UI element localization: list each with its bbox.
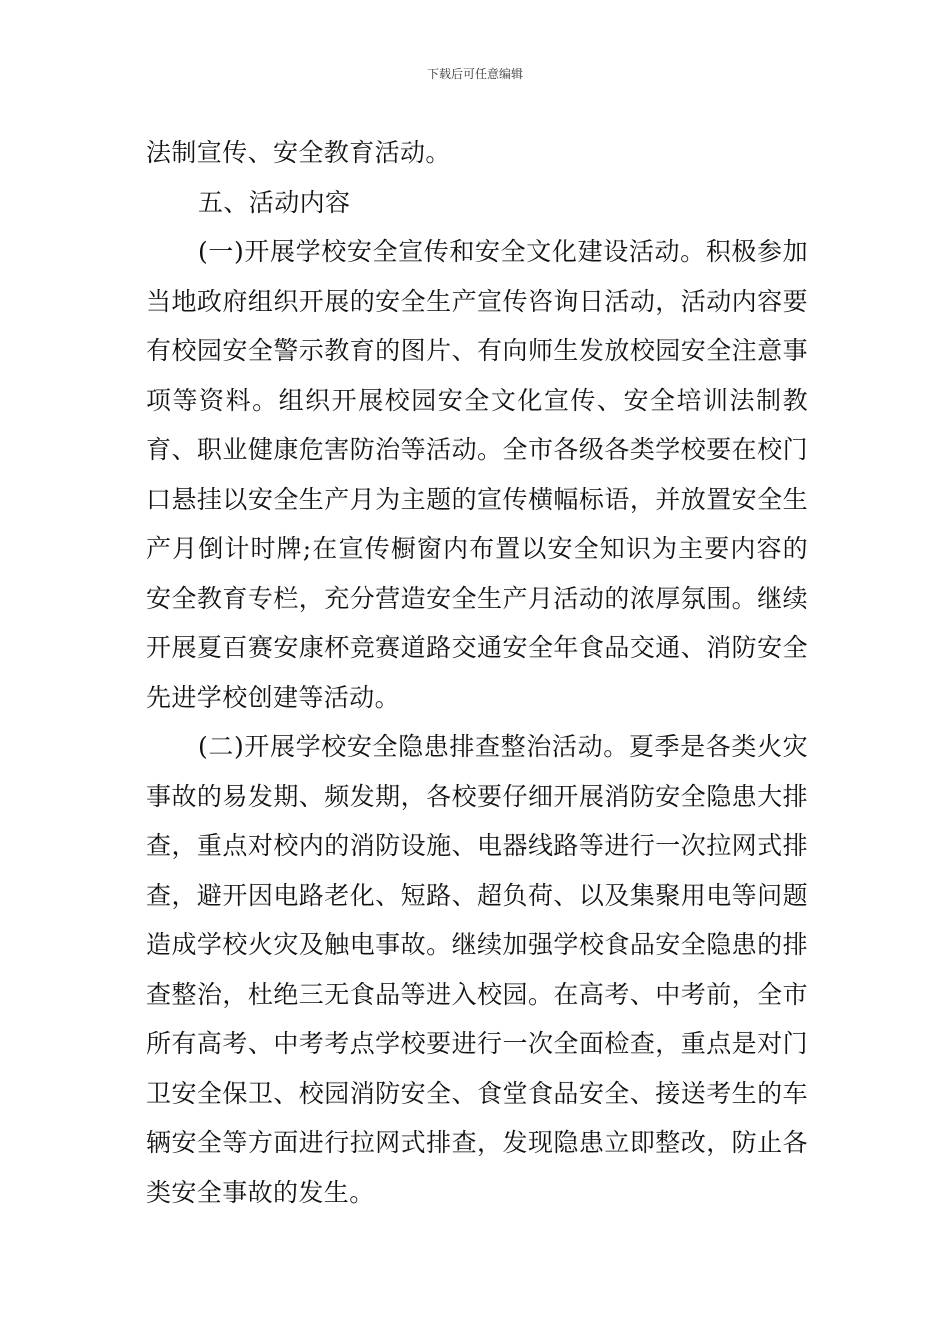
page-header: 下载后可任意编辑 bbox=[426, 67, 523, 81]
paragraph-activity-2: (二)开展学校安全隐患排查整治活动。夏季是各类火灾事故的易发期、频发期，各校要仔细开展消防安全隐患大排查，重点对校内的消防设施、电器线路等进行一次拉网式排查，避开因电路老化、短路、超负荷、以及集聚用电等问题造成学校火灾及触电事故。继续加强学校食品安全隐患的排查整治，杜绝三无食品等进入校园。在高考、中考前，全市所有高考、中考考点学校要进行一次全面检查，重点是对门卫安全保卫、校园消防安全、食堂食品安全、接送考生的车辆安全等方面进行拉网式排查，发现隐患立即整改，防止各类安全事故的发生。 bbox=[146, 732, 808, 1207]
paragraph-continuation: 法制宣传、安全教育活动。 bbox=[146, 138, 451, 167]
section-heading: 五、活动内容 bbox=[198, 187, 351, 217]
paragraph-activity-1: (一)开展学校安全宣传和安全文化建设活动。积极参加当地政府组织开展的安全生产宣传咨询日活动，活动内容要有校园安全警示教育的图片、有向师生发放校园安全注意事项等资料。组织开展校园安全文化宣传、安全培训法制教育、职业健康危害防治等活动。全市各级各类学校要在校门口悬挂以安全生产月为主题的宣传横幅标语，并放置安全生产月倒计时牌;在宣传橱窗内布置以安全知识为主要内容的安全教育专栏，充分营造安全生产月活动的浓厚氛围。继续开展夏百赛安康杯竞赛道路交通安全年食品交通、消防安全先进学校创建等活动。 bbox=[146, 237, 808, 712]
document-body bbox=[146, 128, 808, 1217]
